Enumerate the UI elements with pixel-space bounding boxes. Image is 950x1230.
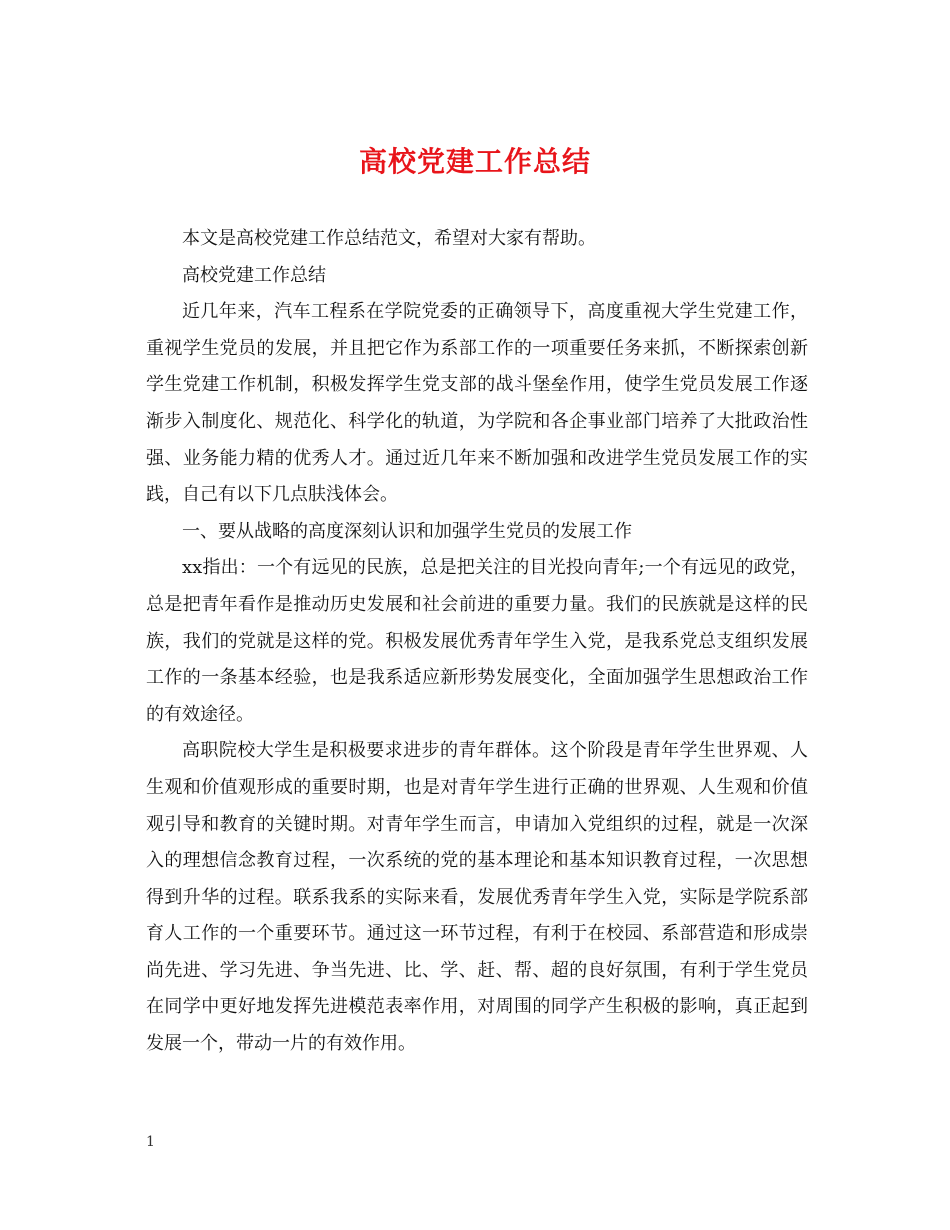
document-title: 高校党建工作总结 xyxy=(358,145,591,178)
intro-paragraph: 本文是高校党建工作总结范文，希望对大家有帮助。 xyxy=(182,228,596,249)
page-number: 1 xyxy=(146,1134,155,1150)
body-paragraph-2: xx指出：一个有远见的民族，总是把关注的目光投向青年;一个有远见的政党，总是把青年看作是推动历史发展和社会前进的重要力量。我们的民族就是这样的民族，我们的党就是这样的党。积极发展优秀青年学生入党，是我系党总支组织发展工作的一条基本经验，也是我系适应新形势发展变化，全面加强学生思想政治工作的有效途径。 xyxy=(146,557,808,725)
section-heading-1: 一、要从战略的高度深刻认识和加强学生党员的发展工作 xyxy=(182,520,632,542)
body-paragraph-3: 高职院校大学生是积极要求进步的青年群体。这个阶段是青年学生世界观、人生观和价值观形成的重要时期，也是对青年学生进行正确的世界观、人生观和价值观引导和教育的关键时期。对青年学生而言，申请加入党组织的过程，就是一次深入的理想信念教育过程，一次系统的党的基本理论和基本知识教育过程，一次思想得到升华的过程。联系我系的实际来看，发展优秀青年学生入党，实际是学院系部育人工作的一个重要环节。通过这一环节过程，有利于在校园、系部营造和形成崇尚先进、学习先进、争当先进、比、学、赶、帮、超的良好氛围，有利于学生党员在同学中更好地发挥先进模范表率作用，对周围的同学产生积极的影响，真正起到发展一个，带动一片的有效作用。 xyxy=(146,740,808,1055)
subtitle-paragraph: 高校党建工作总结 xyxy=(182,264,326,286)
document-body xyxy=(146,221,808,1063)
body-paragraph-1: 近几年来，汽车工程系在学院党委的正确领导下，高度重视大学生党建工作，重视学生党员的发展，并且把它作为系部工作的一项重要任务来抓，不断探索创新学生党建工作机制，积极发挥学生党支部的战斗堡垒作用，使学生党员发展工作逐渐步入制度化、规范化、科学化的轨道，为学院和各企事业部门培养了大批政治性强、业务能力精的优秀人才。通过近几年来不断加强和改进学生党员发展工作的实践，自己有以下几点肤浅体会。 xyxy=(146,301,808,506)
